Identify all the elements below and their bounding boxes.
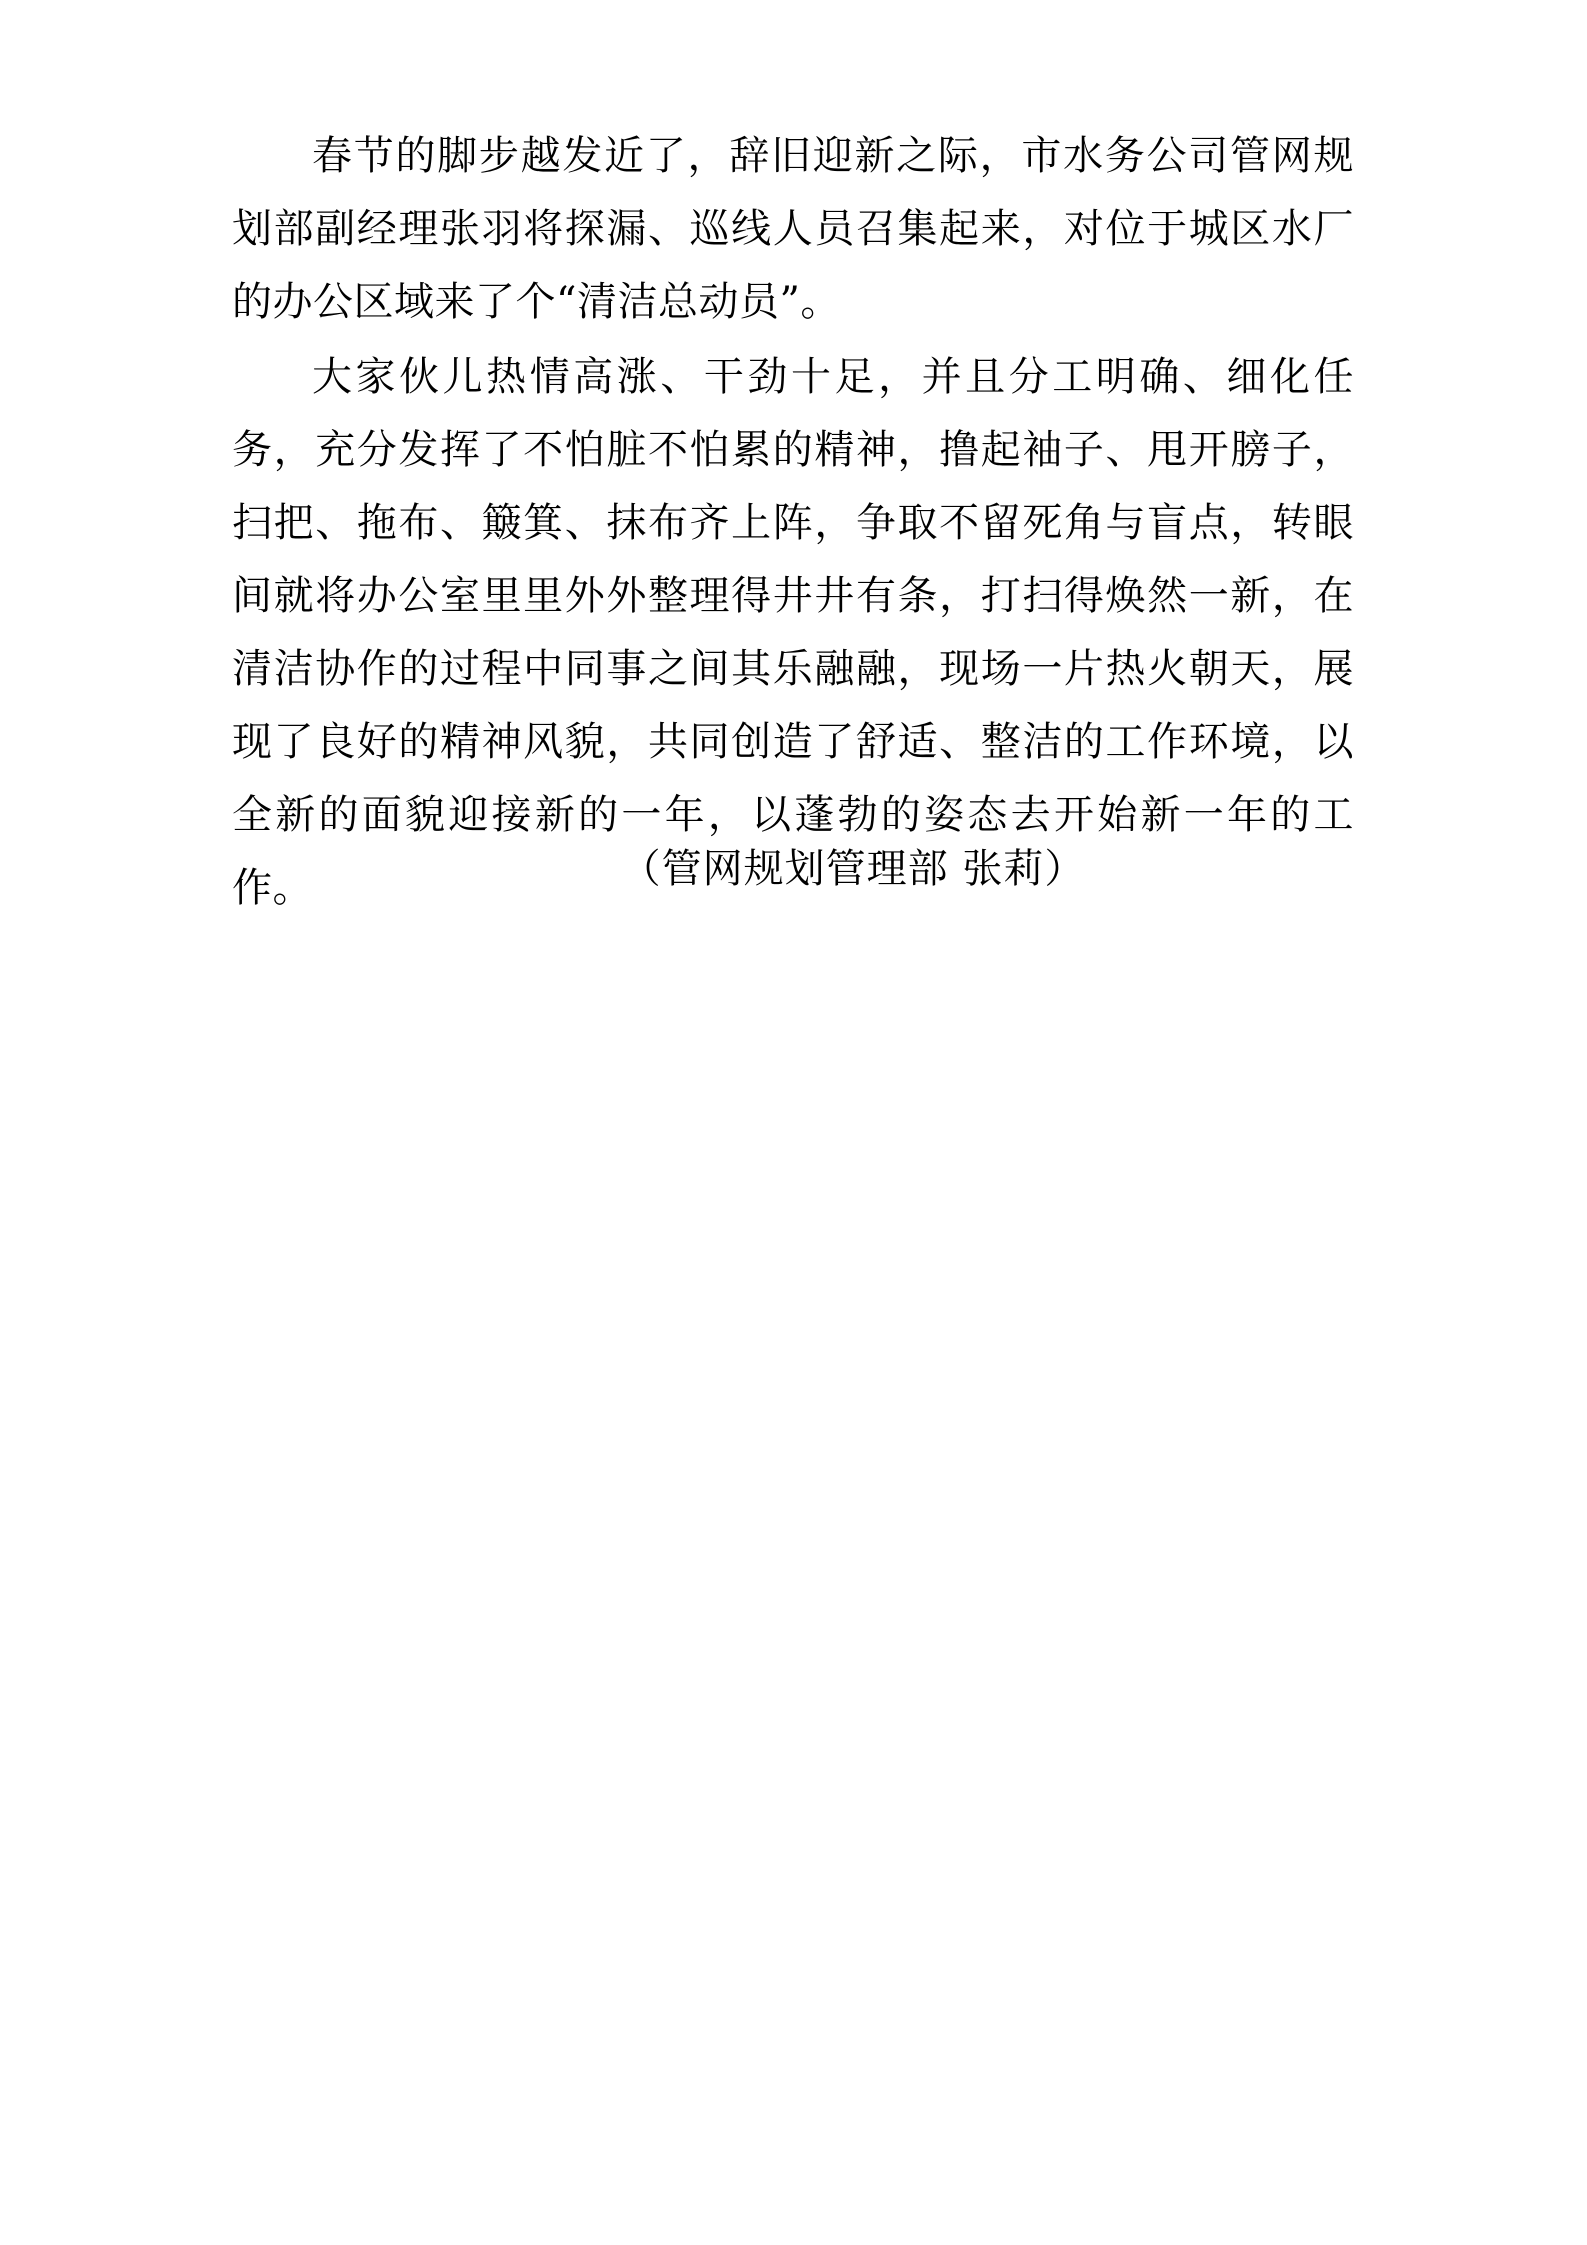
signature-line: （管网规划管理部 张莉）: [620, 846, 1086, 892]
paragraph-1: 春节的脚步越发近了，辞旧迎新之际，市水务公司管网规划部副经理张羽将探漏、巡线人员召集起来，对位于城区水厂的办公区域来了个“清洁总动员”。: [232, 133, 1354, 325]
paragraph-2: 大家伙儿热情高涨、干劲十足，并且分工明确、细化任务，充分发挥了不怕脏不怕累的精神，撸起袖子、甩开膀子，扫把、拖布、簸箕、抹布齐上阵，争取不留死角与盲点，转眼间就将办公室里里外外整理得井井有条，打扫得焕然一新，在清洁协作的过程中同事之间其乐融融，现场一片热火朝天，展现了良好的精神风貌，共同创造了舒适、整洁的工作环境，以全新的面貌迎接新的一年，以蓬勃的姿态去开始新一年的工作。: [232, 354, 1354, 911]
document-body: [232, 120, 1354, 927]
signature-block: [232, 833, 1354, 906]
